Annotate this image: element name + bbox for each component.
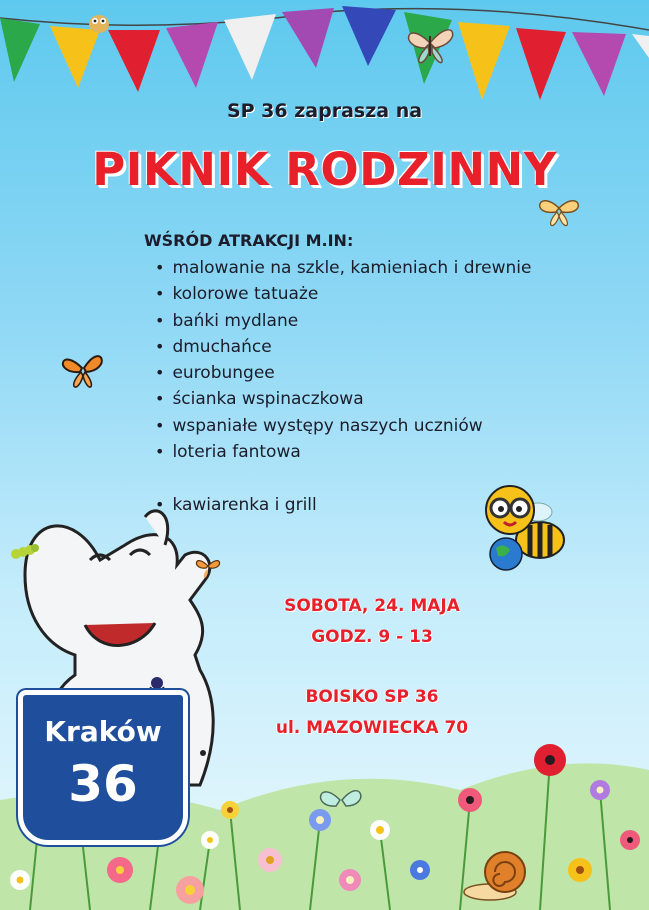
list-item: • kolorowe tatuaże xyxy=(155,282,531,308)
poster-title: PIKNIK RODZINNY xyxy=(92,143,557,196)
list-item: • ścianka wspinaczkowa xyxy=(155,387,531,413)
event-time: GODZ. 9 - 13 xyxy=(311,627,433,647)
caterpillar-icon xyxy=(10,540,40,562)
bug-icon xyxy=(84,6,114,36)
butterfly-icon xyxy=(190,548,226,584)
event-date: SOBOTA, 24. MAJA xyxy=(284,596,460,616)
bee-icon xyxy=(478,470,578,580)
attractions-list xyxy=(155,256,531,520)
butterfly-icon xyxy=(395,8,465,78)
poster-subtitle: SP 36 zaprasza na xyxy=(226,100,423,122)
krakow-sign xyxy=(18,690,188,845)
butterfly-icon xyxy=(52,340,114,396)
event-place: BOISKO SP 36 xyxy=(305,687,439,707)
attractions-heading: WŚRÓD ATRAKCJI M.IN: xyxy=(144,231,354,250)
event-address: ul. MAZOWIECKA 70 xyxy=(275,718,469,738)
list-item: • malowanie na szkle, kamieniach i drewnie xyxy=(155,256,531,282)
sign-number: 36 xyxy=(68,755,138,813)
list-item: • dmuchańce xyxy=(155,335,531,361)
list-item: • bańki mydlane xyxy=(155,309,531,335)
list-item: • wspaniałe występy naszych uczniów xyxy=(155,414,531,440)
list-item: • kawiarenka i grill xyxy=(155,493,531,519)
sign-city: Kraków xyxy=(44,715,162,748)
list-item: • loteria fantowa xyxy=(155,440,531,466)
butterfly-icon xyxy=(528,186,590,234)
list-item: • eurobungee xyxy=(155,361,531,387)
